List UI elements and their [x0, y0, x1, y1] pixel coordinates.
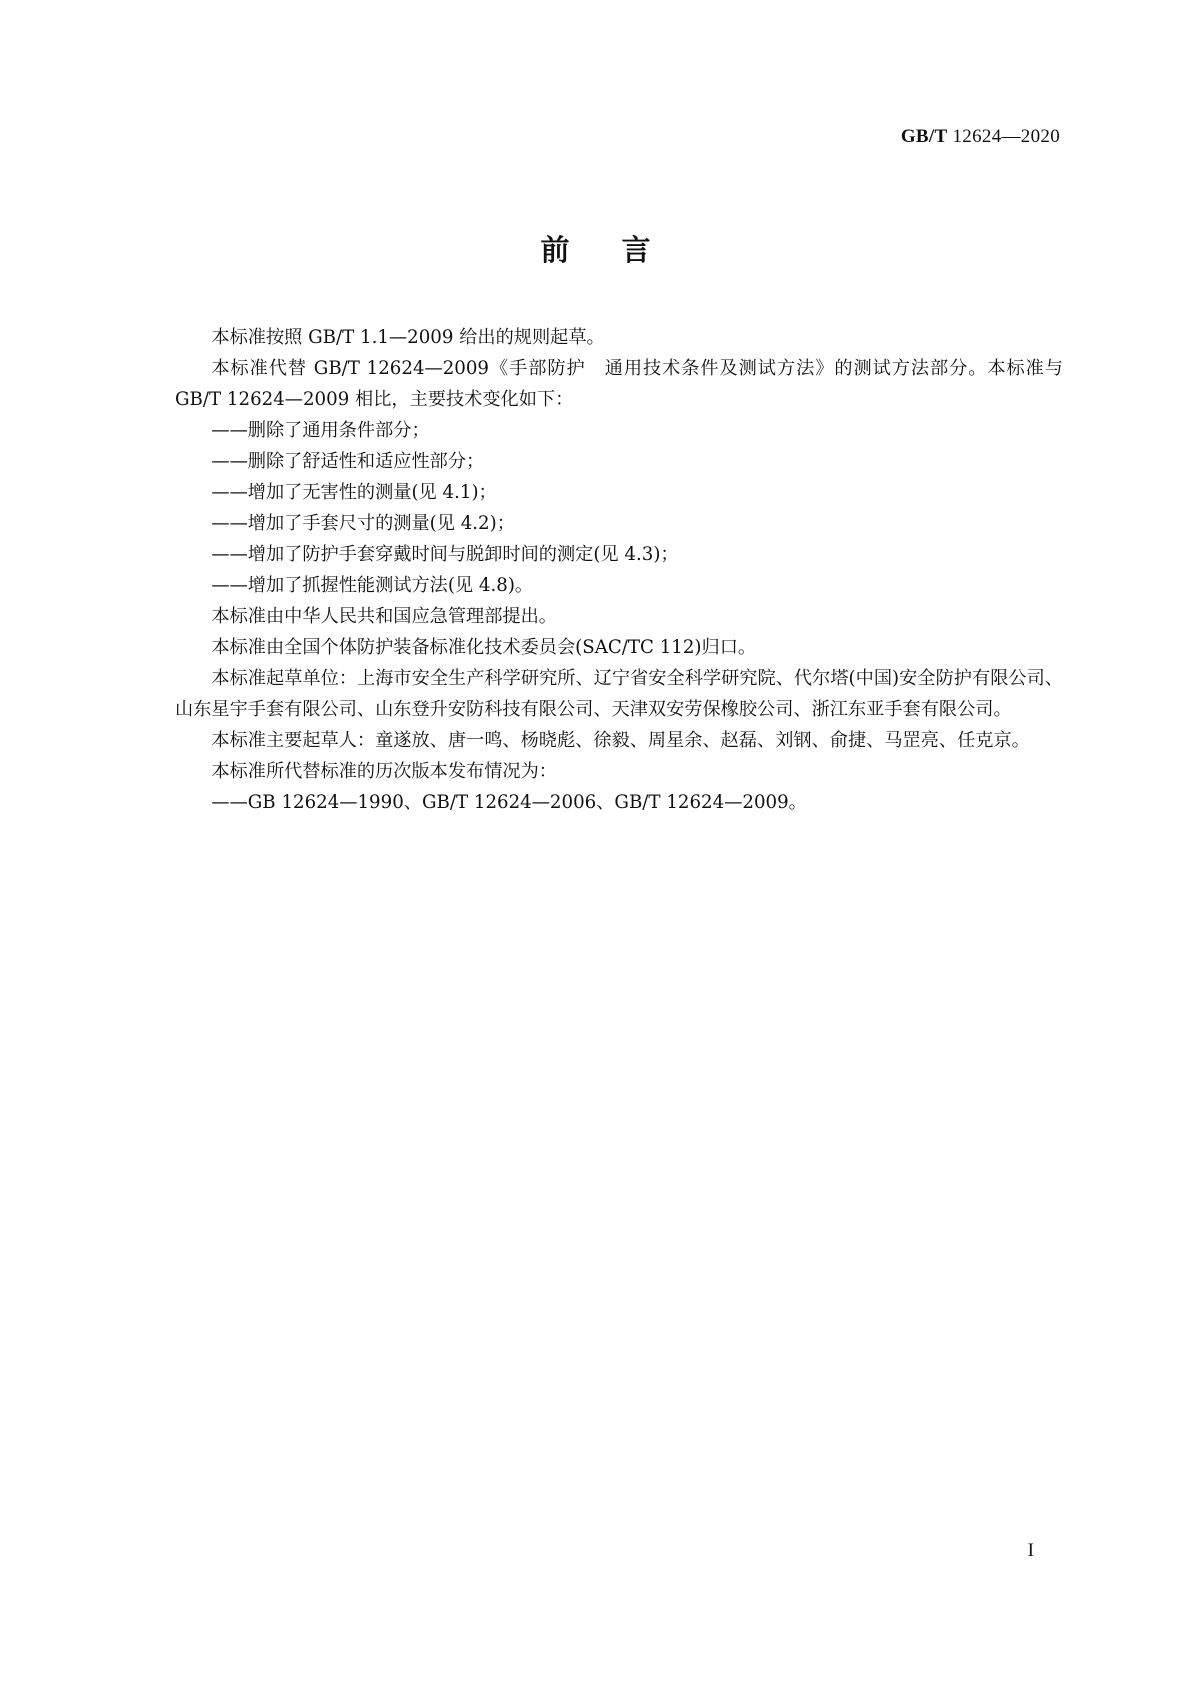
paragraph-administered-by: 本标准由全国个体防护装备标准化技术委员会(SAC/TC 112)归口。: [211, 637, 757, 658]
standard-code: [901, 126, 1060, 148]
change-item: ——增加了抓握性能测试方法(见 4.8)。: [211, 575, 534, 596]
standard-prefix: GB/T: [900, 126, 948, 147]
change-item: ——增加了无害性的测量(见 4.1)；: [211, 482, 497, 503]
change-item: ——删除了通用条件部分；: [211, 420, 430, 441]
change-item: ——增加了防护手套穿戴时间与脱卸时间的测定(见 4.3)；: [211, 544, 679, 565]
page-number: I: [1027, 1540, 1034, 1561]
foreword-body: [175, 322, 1063, 818]
paragraph-replacement: 本标准代替 GB/T 12624—2009《手部防护 通用技术条件及测试方法》的测试方法部分。本标准与 GB/T 12624—2009 相比，主要技术变化如下：: [175, 358, 1063, 410]
paragraph-proposed-by: 本标准由中华人民共和国应急管理部提出。: [211, 606, 557, 627]
standard-number: 12624—2020: [952, 126, 1060, 147]
page-title: 前言: [540, 233, 703, 267]
paragraph-drafting-rules: 本标准按照 GB/T 1.1—2009 给出的规则起草。: [211, 327, 605, 348]
change-item: ——增加了手套尺寸的测量(见 4.2)；: [211, 513, 515, 534]
paragraph-history-intro: 本标准所代替标准的历次版本发布情况为：: [211, 761, 557, 782]
change-item: ——删除了舒适性和适应性部分；: [211, 451, 485, 472]
history-item: ——GB 12624—1990、GB/T 12624—2006、GB/T 12624—2009。: [211, 792, 807, 813]
paragraph-drafters: 本标准主要起草人：童遂放、唐一鸣、杨晓彪、徐毅、周星余、赵磊、刘钢、俞捷、马罡亮、任克京。: [211, 730, 1030, 751]
paragraph-drafting-units: 本标准起草单位：上海市安全生产科学研究所、辽宁省安全科学研究院、代尔塔(中国)安全防护有限公司、山东星宇手套有限公司、山东登升安防科技有限公司、天津双安劳保橡胶公司、浙江东亚手套有限公司。: [175, 668, 1063, 720]
